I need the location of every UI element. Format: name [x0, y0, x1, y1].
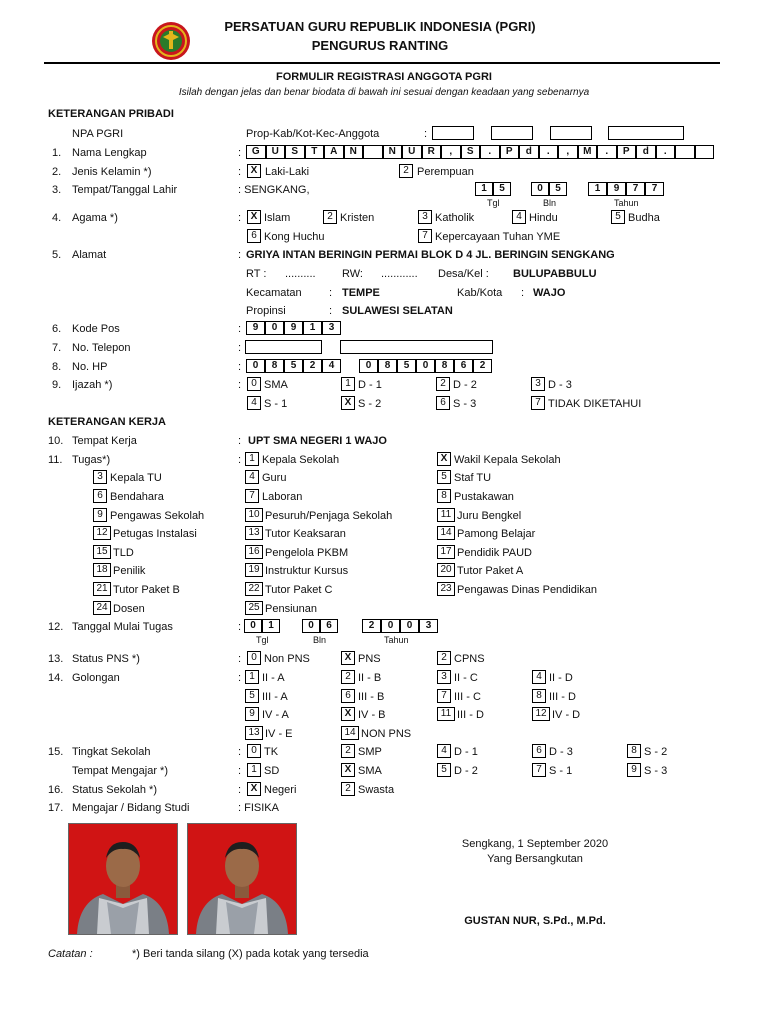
- note-text: *) Beri tanda silang (X) pada kotak yang tersedia: [132, 948, 369, 960]
- golongan-option-label: IV - B: [358, 709, 386, 721]
- tingkat-option-box[interactable]: 5: [437, 763, 451, 777]
- tugas-option-label: Tutor Keaksaran: [265, 528, 346, 540]
- tugas-option-label: Pensiunan: [265, 603, 317, 615]
- ijazah-no: 9.: [52, 379, 62, 391]
- section-pribadi: KETERANGAN PRIBADI: [48, 108, 174, 120]
- tugas-option-box[interactable]: 23: [437, 582, 455, 596]
- tugas-option-label: Bendahara: [110, 491, 164, 503]
- ttl-tgl-char: 5: [493, 182, 511, 196]
- alamat-value: GRIYA INTAN BERINGIN PERMAI BLOK D 4 JL. BERINGIN SENGKANG: [246, 249, 615, 261]
- status-sekolah-option-box[interactable]: X: [247, 782, 261, 796]
- propinsi-value: SULAWESI SELATAN: [342, 305, 453, 317]
- ijazah-option-label: D - 3: [548, 379, 572, 391]
- ttl-bln-char: 0: [531, 182, 549, 196]
- status-sekolah-no: 16.: [48, 784, 64, 796]
- hp-char: 2: [473, 359, 492, 373]
- signature-name: GUSTAN NUR, S.Pd., M.Pd.: [464, 915, 606, 927]
- tingkat-label-2: Tempat Mengajar *): [72, 765, 168, 777]
- tugas-option-box[interactable]: 7: [245, 489, 259, 503]
- hp-no: 8.: [52, 361, 62, 373]
- npa-hint: Prop-Kab/Kot-Kec-Anggota: [246, 128, 380, 140]
- nama-char: .: [597, 145, 617, 159]
- mulai-bln-char: 6: [320, 619, 338, 633]
- hp-char: 2: [303, 359, 322, 373]
- tugas-option-label: Pengawas Dinas Pendidikan: [457, 584, 598, 596]
- kodepos-char: 0: [265, 321, 284, 335]
- golongan-option-label: IV - D: [552, 709, 581, 721]
- tugas-option-label: Kepala Sekolah: [262, 454, 340, 466]
- ijazah-option-label: SMA: [264, 379, 288, 391]
- telepon-label: No. Telepon: [72, 342, 131, 354]
- nama-char: d: [519, 145, 539, 159]
- nama-char: [675, 145, 695, 159]
- ijazah-option-label: D - 2: [453, 379, 477, 391]
- ttl-no: 3.: [52, 184, 62, 196]
- tugas-option-box[interactable]: 4: [245, 470, 259, 484]
- nama-char: N: [344, 145, 364, 159]
- golongan-option-label: II - D: [549, 672, 573, 684]
- nama-char: A: [324, 145, 344, 159]
- rt-value: ..........: [285, 268, 316, 280]
- tingkat-option-label: S - 1: [549, 765, 573, 777]
- golongan-option-label: III - C: [454, 691, 481, 703]
- kelamin-option-2-label: Perempuan: [417, 166, 474, 178]
- agama-label: Agama *): [72, 212, 118, 224]
- rw-label: RW:: [342, 268, 363, 280]
- status-sekolah-option-box[interactable]: 2: [341, 782, 355, 796]
- ttl-thn-char: 9: [607, 182, 626, 196]
- tugas-option-box[interactable]: 15: [93, 545, 111, 559]
- tugas-option-box[interactable]: 1: [245, 452, 259, 466]
- tugas-option-box[interactable]: 12: [93, 526, 111, 540]
- pns-option-label: Non PNS: [264, 653, 310, 665]
- tingkat-option-box[interactable]: 6: [532, 744, 546, 758]
- nama-char: d: [636, 145, 656, 159]
- org-name: PERSATUAN GURU REPUBLIK INDONESIA (PGRI): [224, 19, 536, 34]
- nama-label: Nama Lengkap: [72, 147, 147, 159]
- rw-value: ............: [381, 268, 418, 280]
- tingkat-option-box[interactable]: 4: [437, 744, 451, 758]
- golongan-no: 14.: [48, 672, 64, 684]
- golongan-option-box[interactable]: 6: [341, 689, 355, 703]
- tingkat-option-box[interactable]: 9: [627, 763, 641, 777]
- pns-option-box[interactable]: 2: [437, 651, 451, 665]
- tugas-option-box[interactable]: 21: [93, 582, 111, 596]
- tugas-no: 11.: [48, 454, 63, 466]
- tempat-kerja-value: UPT SMA NEGERI 1 WAJO: [248, 435, 387, 447]
- agama-option-box[interactable]: X: [247, 210, 261, 224]
- desa-value: BULUPABBULU: [513, 268, 597, 280]
- kelamin-option-1-label: Laki-Laki: [265, 166, 310, 178]
- tugas-option-label: Staf TU: [454, 472, 492, 484]
- tugas-label: Tugas*): [72, 454, 111, 466]
- tugas-option-box[interactable]: 18: [93, 563, 111, 577]
- ttl-label: Tempat/Tanggal Lahir: [72, 184, 178, 196]
- tugas-option-label: Pamong Belajar: [457, 528, 536, 540]
- ijazah-option-label: D - 1: [358, 379, 382, 391]
- ijazah-label: Ijazah *): [72, 379, 113, 391]
- mulai-tgl-char: 0: [244, 619, 262, 633]
- tingkat-option-box[interactable]: 8: [627, 744, 641, 758]
- hp-char: 0: [416, 359, 435, 373]
- golongan-option-box[interactable]: 7: [437, 689, 451, 703]
- ijazah-option-box[interactable]: 2: [436, 377, 450, 391]
- hp-char: 5: [284, 359, 303, 373]
- kodepos-no: 6.: [52, 323, 62, 335]
- golongan-option-label: III - A: [262, 691, 288, 703]
- tempat-kerja-no: 10.: [48, 435, 64, 447]
- tingkat-option-label: S - 2: [644, 746, 668, 758]
- tingkat-no: 15.: [48, 746, 64, 758]
- tingkat-option-box[interactable]: X: [341, 763, 355, 777]
- pgri-logo: [149, 21, 193, 61]
- golongan-option-box[interactable]: 8: [532, 689, 546, 703]
- ijazah-option-box[interactable]: 3: [531, 377, 545, 391]
- ttl-thn-char: 7: [645, 182, 664, 196]
- nama-char: [363, 145, 383, 159]
- golongan-option-label: III - D: [457, 709, 484, 721]
- nama-char: P: [500, 145, 520, 159]
- tugas-option-box[interactable]: 25: [245, 601, 263, 615]
- nama-char: T: [305, 145, 325, 159]
- tugas-option-label: Instruktur Kursus: [265, 565, 349, 577]
- hp-char: 6: [454, 359, 473, 373]
- kabkota-value: WAJO: [533, 287, 566, 299]
- agama-option-label: Islam: [264, 212, 291, 224]
- agama-option-label: Kong Huchu: [264, 231, 325, 243]
- ttl-tgl-char: 1: [475, 182, 493, 196]
- ijazah-option-box[interactable]: 7: [531, 396, 545, 410]
- mulai-thn-char: 3: [419, 619, 438, 633]
- tugas-option-label: Petugas Instalasi: [113, 528, 197, 540]
- nama-char: S: [461, 145, 481, 159]
- agama-no: 4.: [52, 212, 62, 224]
- hp-label: No. HP: [72, 361, 108, 373]
- golongan-option-box[interactable]: 12: [532, 707, 550, 721]
- status-sekolah-label: Status Sekolah *): [72, 784, 157, 796]
- hp-char: 0: [246, 359, 265, 373]
- tingkat-option-label: D - 3: [549, 746, 573, 758]
- kelamin-no: 2.: [52, 166, 62, 178]
- hp-char: 5: [397, 359, 416, 373]
- nama-char: S: [285, 145, 305, 159]
- nama-char: U: [266, 145, 286, 159]
- tugas-option-label: Laboran: [262, 491, 303, 503]
- tugas-option-box[interactable]: 8: [437, 489, 451, 503]
- tingkat-option-label: TK: [264, 746, 279, 758]
- kodepos-label: Kode Pos: [72, 323, 120, 335]
- kodepos-char: 9: [246, 321, 265, 335]
- member-photo-1: [68, 823, 178, 935]
- pns-option-label: PNS: [358, 653, 381, 665]
- form-instruction: Isilah dengan jelas dan benar biodata di bawah ini sesuai dengan keadaan yang sebenarnya: [178, 87, 590, 98]
- signature-role: Yang Bersangkutan: [487, 853, 583, 865]
- mapel-no: 17.: [48, 802, 64, 814]
- tugas-option-box[interactable]: 16: [245, 545, 263, 559]
- npa-label: NPA PGRI: [72, 128, 124, 140]
- tugas-option-label: Dosen: [113, 603, 145, 615]
- tugas-option-label: Pendidik PAUD: [457, 547, 532, 559]
- mulai-tgl-label: Tgl: [256, 635, 269, 645]
- tingkat-option-label: D - 1: [454, 746, 478, 758]
- golongan-option-box[interactable]: 13: [245, 726, 263, 740]
- kecamatan-value: TEMPE: [342, 287, 380, 299]
- mulai-thn-char: 2: [362, 619, 381, 633]
- ttl-bln-char: 5: [549, 182, 567, 196]
- kecamatan-label: Kecamatan: [246, 287, 302, 299]
- pns-option-label: CPNS: [454, 653, 485, 665]
- kelamin-option-1-box[interactable]: X: [247, 164, 261, 178]
- tugas-option-label: Guru: [262, 472, 287, 484]
- golongan-option-label: IV - A: [262, 709, 289, 721]
- tingkat-option-label: SD: [264, 765, 280, 777]
- nama-char: P: [617, 145, 637, 159]
- tugas-option-box[interactable]: 10: [245, 508, 263, 522]
- agama-option-label: Kepercayaan Tuhan YME: [435, 231, 561, 243]
- form-title: FORMULIR REGISTRASI ANGGOTA PGRI: [276, 71, 492, 83]
- tingkat-option-label: SMA: [358, 765, 382, 777]
- tingkat-option-box[interactable]: 0: [247, 744, 261, 758]
- ijazah-option-label: TIDAK DIKETAHUI: [548, 398, 642, 410]
- alamat-no: 5.: [52, 249, 62, 261]
- status-sekolah-option-label: Swasta: [358, 784, 395, 796]
- propinsi-label: Propinsi: [246, 305, 286, 317]
- tugas-option-box[interactable]: 17: [437, 545, 455, 559]
- ijazah-option-label: S - 2: [358, 398, 382, 410]
- tugas-option-box[interactable]: X: [437, 452, 451, 466]
- golongan-option-box[interactable]: 9: [245, 707, 259, 721]
- ijazah-option-box[interactable]: 6: [436, 396, 450, 410]
- nama-char: U: [402, 145, 422, 159]
- agama-option-label: Katholik: [435, 212, 475, 224]
- golongan-option-label: III - D: [549, 691, 576, 703]
- agama-option-label: Kristen: [340, 212, 375, 224]
- golongan-option-label: II - C: [454, 672, 478, 684]
- golongan-option-label: NON PNS: [361, 728, 412, 740]
- mulai-thn-char: 0: [400, 619, 419, 633]
- agama-option-box[interactable]: 7: [418, 229, 432, 243]
- tugas-option-box[interactable]: 9: [93, 508, 107, 522]
- hp-char: 0: [359, 359, 378, 373]
- nama-char: .: [539, 145, 559, 159]
- tugas-option-label: TLD: [113, 547, 134, 559]
- rt-label: RT :: [246, 268, 267, 280]
- nama-char: [695, 145, 715, 159]
- nama-char: ,: [441, 145, 461, 159]
- ttl-tgl-label: Tgl: [487, 198, 500, 208]
- nama-char: M: [578, 145, 598, 159]
- tugas-option-label: Kepala TU: [110, 472, 162, 484]
- member-photo-2: [187, 823, 297, 935]
- desa-label: Desa/Kel :: [438, 268, 489, 280]
- tugas-option-label: Tutor Paket C: [265, 584, 333, 596]
- agama-option-label: Hindu: [529, 212, 558, 224]
- golongan-option-box[interactable]: 11: [437, 707, 455, 721]
- ijazah-option-box[interactable]: 0: [247, 377, 261, 391]
- tingkat-option-label: S - 3: [644, 765, 668, 777]
- tempat-kerja-label: Tempat Kerja: [72, 435, 137, 447]
- tugas-option-box[interactable]: 13: [245, 526, 263, 540]
- tugas-option-box[interactable]: 11: [437, 508, 455, 522]
- tugas-option-label: Tutor Paket B: [113, 584, 180, 596]
- ijazah-option-box[interactable]: 1: [341, 377, 355, 391]
- golongan-option-box[interactable]: 1: [245, 670, 259, 684]
- golongan-option-box[interactable]: X: [341, 707, 355, 721]
- tugas-option-box[interactable]: 19: [245, 563, 263, 577]
- npa-colon: :: [424, 128, 428, 140]
- kelamin-label: Jenis Kelamin *): [72, 166, 152, 178]
- mulai-bln-char: 0: [302, 619, 320, 633]
- note-label: Catatan :: [48, 948, 93, 960]
- mapel-label: Mengajar / Bidang Studi: [72, 802, 190, 814]
- nama-no: 1.: [52, 147, 62, 159]
- golongan-option-label: II - A: [262, 672, 285, 684]
- signature-place-date: Sengkang, 1 September 2020: [461, 838, 609, 850]
- tugas-option-label: Penilik: [113, 565, 146, 577]
- hp-char: 8: [435, 359, 454, 373]
- golongan-option-box[interactable]: 3: [437, 670, 451, 684]
- nama-char: R: [422, 145, 442, 159]
- ttl-tempat: : SENGKANG,: [238, 184, 310, 196]
- hp-char: 4: [322, 359, 341, 373]
- agama-option-label: Budha: [628, 212, 660, 224]
- agama-option-box[interactable]: 5: [611, 210, 625, 224]
- tugas-option-box[interactable]: 22: [245, 582, 263, 596]
- golongan-option-label: III - B: [358, 691, 385, 703]
- nama-char: .: [656, 145, 676, 159]
- tingkat-option-box[interactable]: 1: [247, 763, 261, 777]
- agama-option-box[interactable]: 4: [512, 210, 526, 224]
- mulai-tgl-char: 1: [262, 619, 280, 633]
- tugas-option-label: Pengawas Sekolah: [110, 510, 205, 522]
- ijazah-option-label: S - 3: [453, 398, 477, 410]
- mulai-thn-label: Tahun: [384, 635, 409, 645]
- org-unit: PENGURUS RANTING: [311, 38, 449, 53]
- section-kerja: KETERANGAN KERJA: [48, 416, 166, 428]
- tugas-option-label: Pesuruh/Penjaga Sekolah: [265, 510, 393, 522]
- ttl-thn-char: 7: [626, 182, 645, 196]
- tingkat-label: Tingkat Sekolah: [72, 746, 151, 758]
- agama-option-box[interactable]: 2: [323, 210, 337, 224]
- ttl-thn-label: Tahun: [614, 198, 639, 208]
- mulai-thn-char: 0: [381, 619, 400, 633]
- tugas-option-label: Tutor Paket A: [457, 565, 524, 577]
- kelamin-option-2-box[interactable]: 2: [399, 164, 413, 178]
- tingkat-option-label: D - 2: [454, 765, 478, 777]
- tugas-option-box[interactable]: 6: [93, 489, 107, 503]
- mulai-label: Tanggal Mulai Tugas: [72, 621, 173, 633]
- golongan-label: Golongan: [72, 672, 120, 684]
- tugas-option-label: Juru Bengkel: [457, 510, 522, 522]
- golongan-option-box[interactable]: 4: [532, 670, 546, 684]
- hp-char: 8: [265, 359, 284, 373]
- tingkat-option-box[interactable]: 7: [532, 763, 546, 777]
- nama-char: G: [246, 145, 266, 159]
- golongan-option-box[interactable]: 5: [245, 689, 259, 703]
- status-sekolah-option-label: Negeri: [264, 784, 297, 796]
- pns-no: 13.: [48, 653, 64, 665]
- kodepos-char: 9: [284, 321, 303, 335]
- tugas-option-box[interactable]: 20: [437, 563, 455, 577]
- tugas-option-box[interactable]: 5: [437, 470, 451, 484]
- ttl-thn-char: 1: [588, 182, 607, 196]
- agama-option-box[interactable]: 3: [418, 210, 432, 224]
- tugas-option-label: Pengelola PKBM: [265, 547, 349, 559]
- pns-label: Status PNS *): [72, 653, 140, 665]
- tingkat-option-label: SMP: [358, 746, 382, 758]
- header-divider: [44, 62, 720, 64]
- agama-option-box[interactable]: 6: [247, 229, 261, 243]
- pns-option-box[interactable]: X: [341, 651, 355, 665]
- golongan-option-box[interactable]: 14: [341, 726, 359, 740]
- tugas-option-box[interactable]: 24: [93, 601, 111, 615]
- ijazah-option-label: S - 1: [264, 398, 288, 410]
- tingkat-option-box[interactable]: 2: [341, 744, 355, 758]
- golongan-option-label: II - B: [358, 672, 382, 684]
- kodepos-char: 1: [303, 321, 322, 335]
- alamat-label: Alamat: [72, 249, 107, 261]
- pns-option-box[interactable]: 0: [247, 651, 261, 665]
- ttl-bln-label: Bln: [543, 198, 557, 208]
- mulai-no: 12.: [48, 621, 64, 633]
- mulai-bln-label: Bln: [313, 635, 327, 645]
- mapel-value: : FISIKA: [238, 802, 279, 814]
- golongan-option-label: IV - E: [265, 728, 293, 740]
- tugas-option-box[interactable]: 3: [93, 470, 107, 484]
- tugas-option-label: Wakil Kepala Sekolah: [454, 454, 561, 466]
- nama-char: N: [383, 145, 403, 159]
- kabkota-label: Kab/Kota: [457, 287, 503, 299]
- tugas-option-box[interactable]: 14: [437, 526, 455, 540]
- kodepos-char: 3: [322, 321, 341, 335]
- telepon-no: 7.: [52, 342, 62, 354]
- ijazah-option-box[interactable]: X: [341, 396, 355, 410]
- tugas-option-label: Pustakawan: [454, 491, 514, 503]
- ijazah-option-box[interactable]: 4: [247, 396, 261, 410]
- hp-char: 8: [378, 359, 397, 373]
- nama-char: .: [480, 145, 500, 159]
- nama-char: ,: [558, 145, 578, 159]
- golongan-option-box[interactable]: 2: [341, 670, 355, 684]
